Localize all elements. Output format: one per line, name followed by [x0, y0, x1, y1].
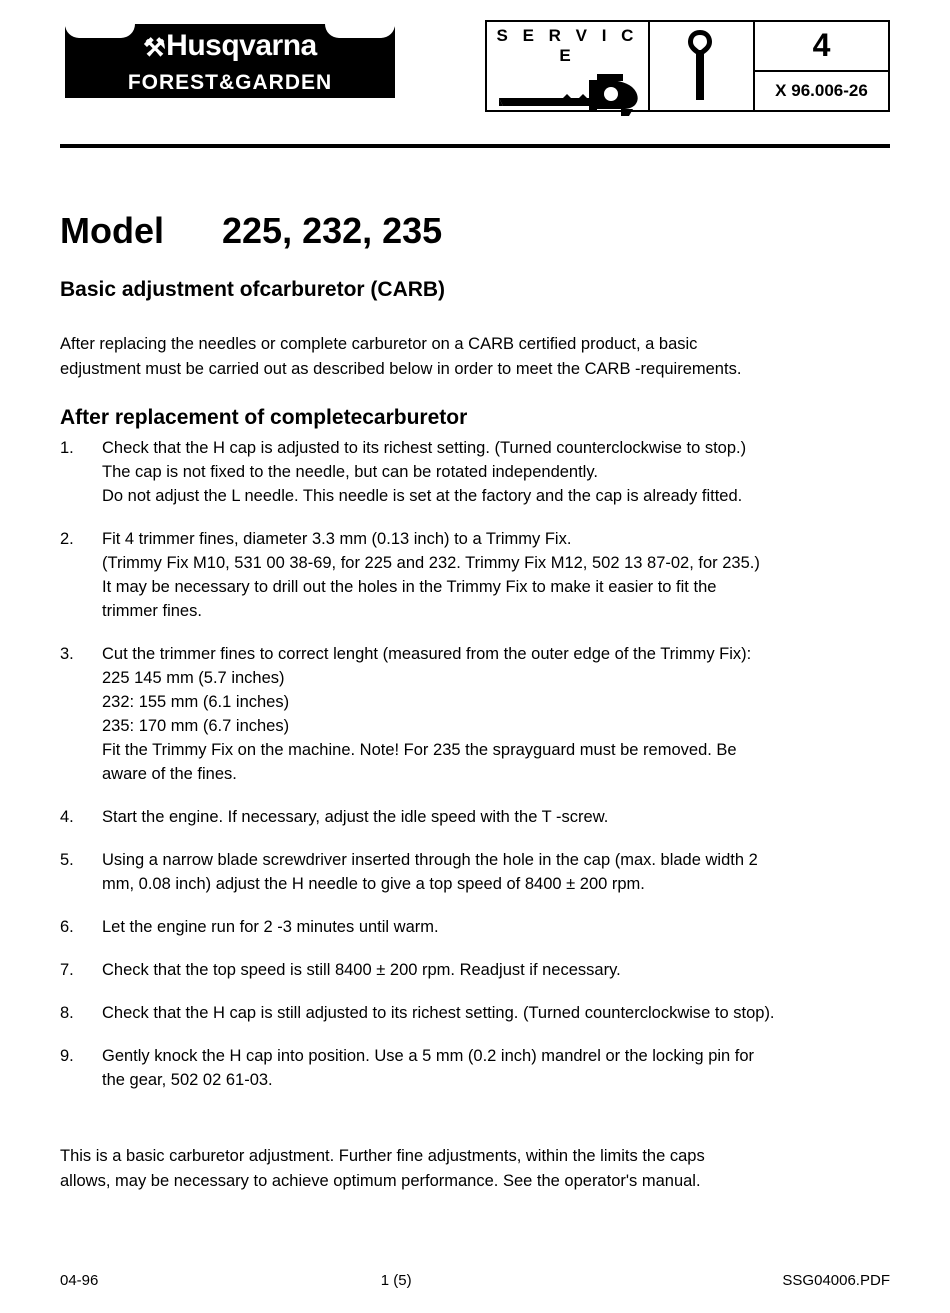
section-heading: After replacement of completecarburetor — [60, 406, 468, 429]
footer-date: 04-96 — [60, 1272, 99, 1289]
closing-line-1: This is a basic carburetor adjustment. Further fine adjustments, within the limits the caps — [60, 1147, 705, 1165]
list-item — [60, 848, 890, 896]
step-line: mm, 0.08 inch) adjust the H needle to give a top speed of 8400 ± 200 rpm. — [102, 875, 645, 893]
footer-page-number: 1 (5) — [380, 1272, 412, 1289]
step-number: 3. — [60, 645, 74, 663]
document-code: X 96.006-26 — [775, 80, 868, 100]
step-line: Gently knock the H cap into position. Use a 5 mm (0.2 inch) mandrel or the locking pin for — [102, 1047, 755, 1065]
step-line: It may be necessary to drill out the holes in the Trimmy Fix to make it easier to fit the — [102, 578, 717, 596]
step-number: 9. — [60, 1047, 74, 1065]
page-title-word: Model — [60, 210, 164, 251]
step-line: Let the engine run for 2 -3 minutes until warm. — [102, 918, 439, 936]
list-item — [60, 915, 890, 939]
step-number: 7. — [60, 961, 74, 979]
list-item — [60, 436, 890, 508]
logo-tagline: FOREST&GARDEN — [65, 68, 395, 98]
step-text — [102, 805, 890, 829]
closing-paragraph — [60, 1144, 890, 1194]
step-line: Fit the Trimmy Fix on the machine. Note! For 235 the sprayguard must be removed. Be — [102, 741, 737, 759]
step-line: Check that the H cap is adjusted to its richest setting. (Turned counterclockwise to stop.) — [102, 439, 747, 457]
list-item — [60, 805, 890, 829]
page-header — [60, 0, 890, 138]
intro-line-2: edjustment must be carried out as described below in order to meet the CARB -requirements. — [60, 360, 742, 378]
step-line: trimmer fines. — [102, 602, 202, 620]
logo-banner — [65, 24, 395, 68]
step-line: aware of the fines. — [102, 765, 237, 783]
step-number: 2. — [60, 530, 74, 548]
step-line: Start the engine. If necessary, adjust the idle speed with the T -screw. — [102, 808, 609, 826]
intro-line-1: After replacing the needles or complete carburetor on a CARB certified product, a basic — [60, 335, 698, 353]
page-title-models: 225, 232, 235 — [222, 210, 443, 251]
page-subtitle: Basic adjustment ofcarburetor (CARB) — [60, 278, 446, 301]
husqvarna-crown-icon: ⚒ — [143, 34, 166, 62]
list-item — [60, 642, 890, 786]
service-cell — [487, 22, 650, 110]
step-text — [102, 915, 890, 939]
closing-line-2: allows, may be necessary to achieve optimum performance. See the operator's manual. — [60, 1172, 701, 1190]
step-line: Check that the H cap is still adjusted to its richest setting. (Turned counterclockwise to stop). — [102, 1004, 775, 1022]
step-number: 5. — [60, 851, 74, 869]
step-text — [102, 527, 890, 623]
page-title — [60, 210, 890, 252]
step-number: 4. — [60, 808, 74, 826]
list-item — [60, 1044, 890, 1092]
step-line: Check that the top speed is still 8400 ± 200 rpm. Readjust if necessary. — [102, 961, 621, 979]
step-line: Using a narrow blade screwdriver inserted through the hole in the cap (max. blade width 2 — [102, 851, 758, 869]
step-text — [102, 1001, 890, 1025]
list-item — [60, 1001, 890, 1025]
step-line: (Trimmy Fix M10, 531 00 38-69, for 225 and 232. Trimmy Fix M12, 502 13 87-02, for 235.) — [102, 554, 760, 572]
footer-file-name: SSG04006.PDF — [782, 1272, 890, 1289]
step-text — [102, 848, 890, 896]
page-footer — [60, 1272, 890, 1289]
step-line: Do not adjust the L needle. This needle is set at the factory and the cap is already fitted. — [102, 487, 743, 505]
step-text — [102, 642, 890, 786]
step-number: 1. — [60, 439, 74, 457]
step-line: Fit 4 trimmer fines, diameter 3.3 mm (0.13 inch) to a Trimmy Fix. — [102, 530, 572, 548]
step-line: 235: 170 mm (6.7 inches) — [102, 717, 290, 735]
intro-paragraph — [60, 332, 890, 382]
list-item — [60, 527, 890, 623]
step-text — [102, 1044, 890, 1092]
step-line: the gear, 502 02 61-03. — [102, 1071, 273, 1089]
header-rule — [60, 144, 890, 148]
husqvarna-logo — [65, 24, 395, 98]
step-line: 232: 155 mm (6.1 inches) — [102, 693, 290, 711]
instruction-steps — [60, 436, 890, 1092]
service-label: S E R V I C E — [496, 26, 639, 65]
step-number: 8. — [60, 1004, 74, 1022]
step-text — [102, 958, 890, 982]
list-item — [60, 958, 890, 982]
step-line: The cap is not fixed to the needle, but can be rotated independently. — [102, 463, 598, 481]
chainsaw-icon — [493, 68, 643, 120]
wrench-icon — [650, 22, 751, 110]
service-bulletin-box — [485, 20, 890, 112]
step-line: 225 145 mm (5.7 inches) — [102, 669, 285, 687]
step-number: 6. — [60, 918, 74, 936]
step-line: Cut the trimmer fines to correct lenght (measured from the outer edge of the Trimmy Fix): — [102, 645, 752, 663]
bulletin-number-cell — [755, 22, 888, 110]
logo-brand-label: Husqvarna — [166, 29, 317, 62]
step-text — [102, 436, 890, 508]
logo-brand-text — [65, 27, 395, 67]
bulletin-number: 4 — [755, 22, 888, 72]
wrench-cell — [650, 22, 755, 110]
